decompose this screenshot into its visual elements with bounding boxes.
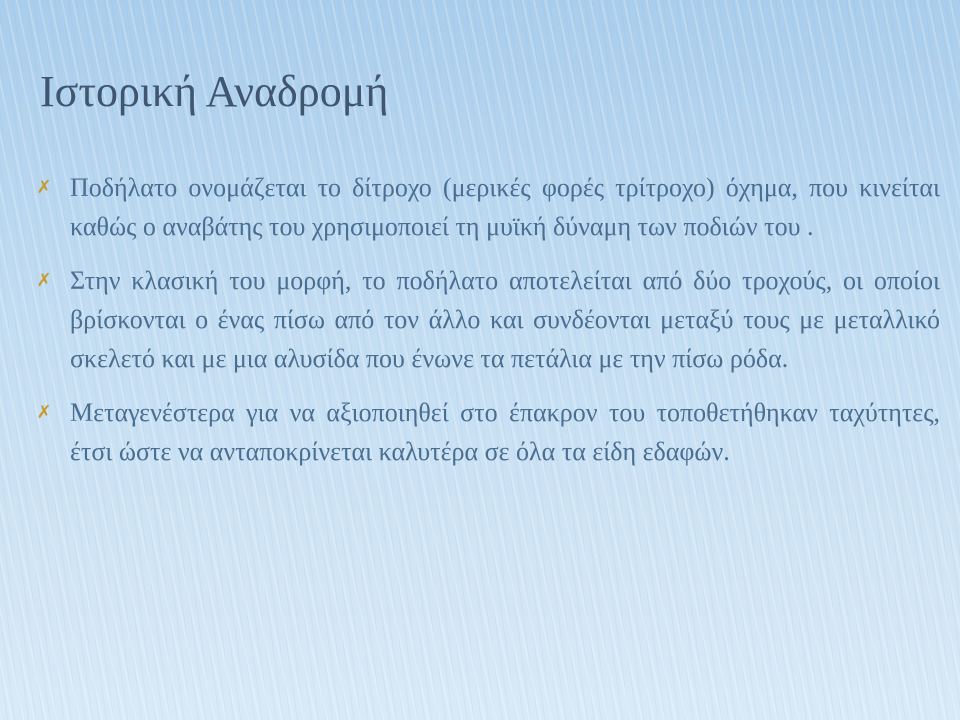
- bullet-text: Μεταγενέστερα για να αξιοποιηθεί στο έπακρον του τοποθετήθηκαν ταχύτητες, έτσι ώστε να ανταποκρίνεται καλυτέρα σε όλα τα είδη εδαφών.: [70, 398, 940, 466]
- bullet-item: [30, 168, 940, 246]
- bullet-text: Στην κλασική του μορφή, το ποδήλατο αποτελείται από δύο τροχούς, οι οποίοι βρίσκονται ο ένας πίσω από τον άλλο και συνδέονται μεταξύ τους με μεταλλικό σκελετό και με μια αλυσίδα που ένωνε τα πετάλια με την πίσω ρόδα.: [70, 266, 940, 373]
- bullet-item: [30, 393, 940, 471]
- slide-title: Ιστορική Αναδρομή: [40, 67, 389, 116]
- bullet-text: Ποδήλατο ονομάζεται το δίτροχο (μερικές φορές τρίτροχο) όχημα, που κινείται καθώς ο αναβάτης του χρησιμοποιεί τη μυϊκή δύναμη των ποδιών του .: [70, 173, 940, 241]
- bullet-list: [30, 168, 940, 471]
- x-mark-icon: ✗: [36, 402, 52, 423]
- bullet-item: [30, 261, 940, 378]
- x-mark-icon: ✗: [36, 270, 52, 291]
- x-mark-icon: ✗: [36, 177, 52, 198]
